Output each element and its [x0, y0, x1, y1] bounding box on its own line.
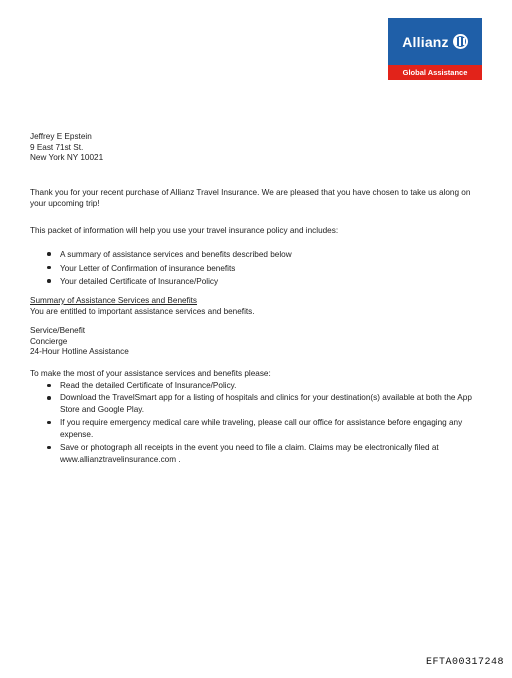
list-item: A summary of assistance services and benefits described below [30, 248, 485, 262]
logo-brand-band [388, 18, 482, 65]
address-name: Jeffrey E Epstein [30, 132, 92, 141]
list-item: Your detailed Certificate of Insurance/Policy [30, 275, 485, 289]
list-item: If you require emergency medical care while traveling, please call our office for assistance before engaging any expense. [30, 417, 485, 442]
service-item: Concierge [30, 336, 68, 346]
intro-text: Thank you for your recent purchase of Allianz Travel Insurance. We are pleased that you have chosen to take us along on your upcoming trip! [30, 188, 471, 208]
allianz-eagle-icon [453, 34, 468, 49]
list-item: Save or photograph all receipts in the event you need to file a claim. Claims may be electronically filed at www.allianztravelinsurance.com . [30, 442, 485, 467]
packet-section [30, 226, 485, 237]
address-street: 9 East 71st St. [30, 142, 84, 152]
list-item: Your Letter of Confirmation of insurance benefits [30, 262, 485, 276]
services-list [30, 326, 485, 358]
logo-tagline: Global Assistance [388, 65, 482, 80]
tips-lead: To make the most of your assistance services and benefits please: [30, 369, 271, 378]
service-item: 24-Hour Hotline Assistance [30, 347, 129, 357]
packet-list [30, 248, 485, 289]
summary-heading: Summary of Assistance Services and Benefits [30, 296, 198, 305]
summary-section [30, 296, 485, 317]
recipient-address [30, 132, 103, 164]
service-header: Service/Benefit [30, 326, 86, 335]
intro-paragraph [30, 188, 485, 209]
logo-brand: Allianz [402, 33, 449, 50]
packet-lead: This packet of information will help you use your travel insurance policy and includes: [30, 226, 339, 235]
bates-number: EFTA00317248 [425, 657, 504, 668]
allianz-logo [388, 18, 482, 80]
list-item: Read the detailed Certificate of Insurance/Policy. [30, 380, 485, 392]
tips-section [30, 369, 485, 466]
summary-text: You are entitled to important assistance services and benefits. [30, 306, 255, 316]
address-city: New York NY 10021 [30, 153, 104, 163]
list-item: Download the TravelSmart app for a listing of hospitals and clinics for your destination(s) available at both the App Store and Google Play. [30, 392, 485, 417]
